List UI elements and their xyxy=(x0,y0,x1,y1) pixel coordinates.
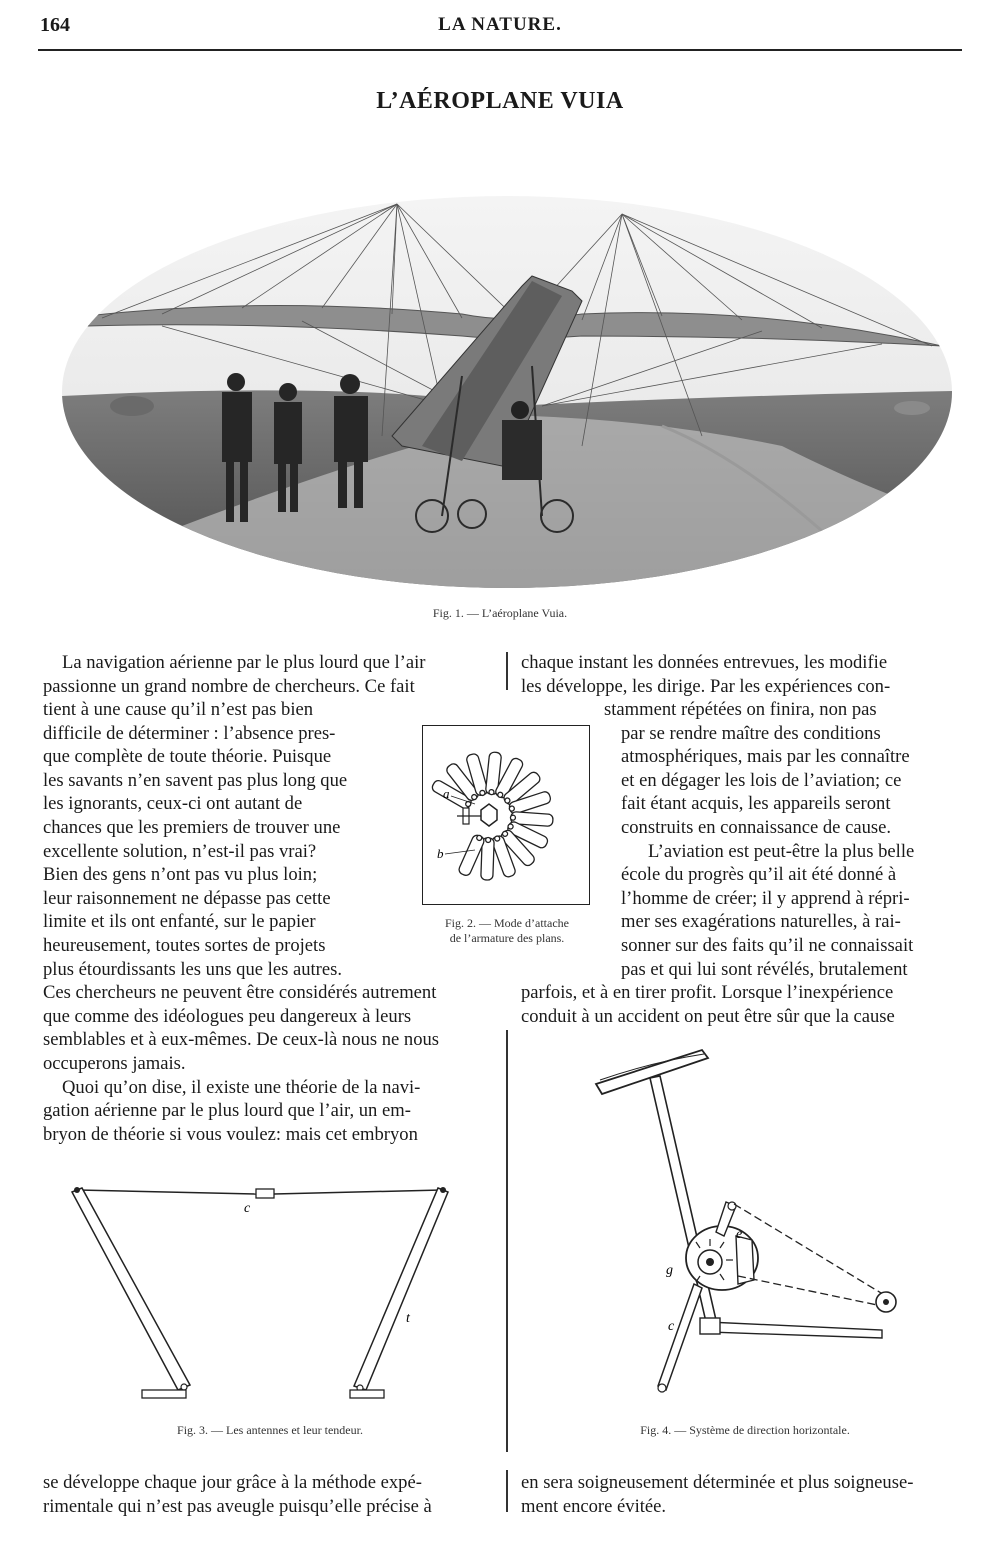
left-text-line: rimentale qui n’est pas aveugle puisqu’elle précise à xyxy=(43,1496,432,1517)
fan-hinge xyxy=(489,789,494,794)
left-text-line: chances que les premiers de trouver une xyxy=(43,817,341,838)
right-text-line: L’aviation est peut-être la plus belle xyxy=(648,841,915,862)
right-text-line: et en dégager les lois de l’aviation; ce xyxy=(621,770,902,791)
left-text-line: limite et ils ont enfanté, sur le papier xyxy=(43,911,316,932)
right-text-line: sonner sur des faits qu’il ne connaissait xyxy=(621,935,914,956)
figure-3-diagram xyxy=(60,1180,500,1410)
figure-2-label-a: a xyxy=(443,786,450,801)
figure-4-label-g: g xyxy=(666,1263,673,1278)
column-rule-bottom xyxy=(506,1470,508,1512)
left-text-line: que comme des idéologues peu dangereux à leurs xyxy=(43,1006,412,1027)
right-text-line: stamment répétées on finira, non pas xyxy=(604,699,877,720)
figure-1-caption: Fig. 1. — L’aéroplane Vuia. xyxy=(432,606,568,620)
right-text-line: conduit à un accident on peut être sûr que la cause xyxy=(521,1006,895,1027)
right-text-line: ment encore évitée. xyxy=(521,1496,667,1517)
figure-2-caption xyxy=(412,916,602,946)
left-text-line: gation aérienne par le plus lourd que l’air, un em- xyxy=(43,1100,411,1121)
figure-3-caption: Fig. 3. — Les antennes et leur tendeur. xyxy=(177,1423,363,1437)
right-text-line: pas et qui lui sont révélés, brutalement xyxy=(621,959,908,980)
article-title: L’AÉROPLANE VUIA xyxy=(376,88,624,114)
left-text-line: tient à une cause qu’il n’est pas bien xyxy=(43,699,314,720)
figure-1-photo xyxy=(62,196,952,588)
left-text-line: bryon de théorie si vous voulez: mais cet embryon xyxy=(43,1124,418,1145)
header-rule xyxy=(38,49,962,51)
column-rule-middle xyxy=(506,1030,508,1452)
figure-2-diagram xyxy=(422,725,590,905)
fan-hinge xyxy=(509,805,515,811)
fan-hinge xyxy=(486,837,491,842)
figure-4-label-c: c xyxy=(668,1319,675,1334)
left-text-line: que complète de toute théorie. Puisque xyxy=(43,746,332,767)
figure-4-label-e: e xyxy=(736,1227,743,1242)
right-text-line: école du progrès qu’il ait été donné à xyxy=(621,864,897,885)
fan-hinge xyxy=(479,790,485,796)
right-text-line: en sera soigneusement déterminée et plus soigneuse- xyxy=(521,1472,914,1493)
left-text-line: Bien des gens n’ont pas vu plus loin; xyxy=(43,864,318,885)
right-text-line: chaque instant les données entrevues, les modifie xyxy=(521,652,888,673)
left-text-line: semblables et à eux-mêmes. De ceux-là nous ne nous xyxy=(43,1029,440,1050)
figure-2-label-b: b xyxy=(437,846,444,861)
left-text-line: se développe chaque jour grâce à la méthode expé- xyxy=(43,1472,422,1493)
right-text-line: construits en connaissance de cause. xyxy=(621,817,892,838)
fan-hinge xyxy=(510,815,515,820)
right-text-line: les développe, les dirige. Par les expériences con- xyxy=(521,676,891,697)
journal-title: LA NATURE. xyxy=(438,14,562,35)
right-text-line: fait étant acquis, les appareils seront xyxy=(621,793,891,814)
left-text-line: passionne un grand nombre de chercheurs. Ce fait xyxy=(43,676,415,697)
right-text-line: parfois, et à en tirer profit. Lorsque l’inexpérience xyxy=(521,982,894,1003)
left-text-line: occuperons jamais. xyxy=(43,1053,186,1074)
figure-4-diagram xyxy=(582,1040,912,1410)
right-text-line: mer ses exagérations naturelles, à rai- xyxy=(621,911,901,932)
figure-2-caption-line: de l’armature des plans. xyxy=(449,931,565,945)
figure-2-caption-line: Fig. 2. — Mode d’attache xyxy=(445,916,569,930)
page-number: 164 xyxy=(40,14,70,36)
left-text-line: Ces chercheurs ne peuvent être considérés autrement xyxy=(43,982,437,1003)
left-text-line: plus étourdissants les uns que les autres. xyxy=(43,959,343,980)
left-text-line: excellente solution, n’est-il pas vrai? xyxy=(43,841,317,862)
figure-3-label-t: t xyxy=(406,1311,410,1326)
left-text-line: La navigation aérienne par le plus lourd que l’air xyxy=(62,652,426,673)
left-text-line: Quoi qu’on dise, il existe une théorie de la navi- xyxy=(62,1077,421,1098)
figure-4-caption: Fig. 4. — Système de direction horizontale. xyxy=(640,1423,850,1437)
column-rule-top xyxy=(506,652,508,690)
right-text-line: par se rendre maître des conditions xyxy=(621,723,881,744)
left-text-line: heureusement, toutes sortes de projets xyxy=(43,935,326,956)
left-text-line: les savants n’en savent pas plus long que xyxy=(43,770,348,791)
left-text-line: les ignorants, ceux-ci ont autant de xyxy=(43,793,303,814)
left-text-line: leur raisonnement ne dépasse pas cette xyxy=(43,888,331,909)
right-text-line: atmosphériques, mais par les connaître xyxy=(621,746,910,767)
right-text-line: l’homme de créer; il y apprend à répri- xyxy=(621,888,910,909)
figure-3-label-c: c xyxy=(244,1201,251,1216)
left-text-line: difficile de déterminer : l’absence pres- xyxy=(43,723,336,744)
